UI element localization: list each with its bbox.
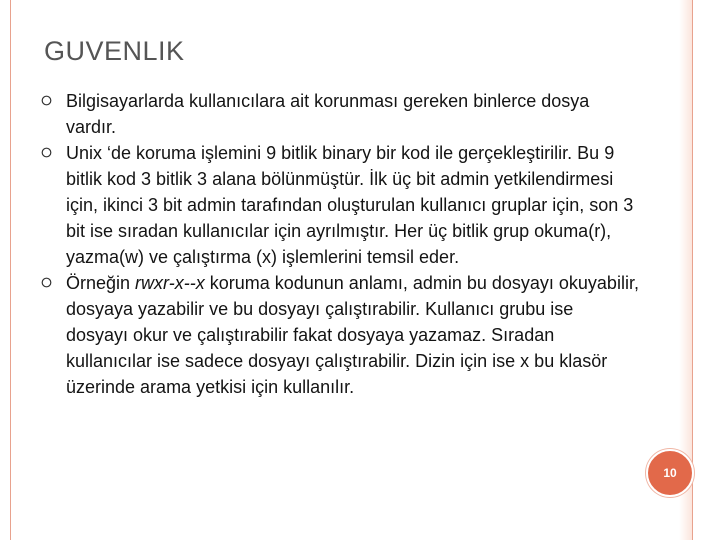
hollow-circle-bullet-icon (40, 140, 56, 166)
right-frame-line (692, 0, 693, 540)
bullet-text-suffix: koruma kodunun anlamı, admin bu dosyayı okuyabilir, dosyaya yazabilir ve bu dosyayı çalıştırabilir. Kullanıcı grubu ise dosyayı okur ve çalıştırabilir fakat dosyaya yazamaz. Sıradan kullanıcılar ise sadece dosyayı çalıştırabilir. Dizin için ise x bu klasör üzerinde arama yetkisi için kullanılır. (66, 273, 639, 397)
left-frame-line (10, 0, 11, 540)
slide-title: GUVENLIK (44, 36, 185, 66)
bullet-item (40, 140, 640, 270)
hollow-circle-bullet-icon (40, 88, 56, 114)
permission-code: rwxr-x--x (135, 273, 205, 293)
hollow-circle-bullet-icon (40, 270, 56, 296)
bullet-list (40, 88, 640, 400)
page-number-badge: 10 (646, 449, 694, 497)
bullet-text-prefix: Örneğin (66, 273, 136, 293)
bullet-item (40, 88, 640, 140)
bullet-item (40, 270, 640, 400)
bullet-text: Bilgisayarlarda kullanıcılara ait korunması gereken binlerce dosya vardır. (66, 91, 590, 137)
bullet-text: Unix ‘de koruma işlemini 9 bitlik binary bir kod ile gerçekleştirilir. Bu 9 bitlik kod 3 bitlik 3 alana bölünmüştür. İlk üç bit admin yetkilendirmesi için, ikinci 3 bit admin tarafından oluşturulan kullanıcı gruplar için, son 3 bit ise sıradan kullanıcılar için ayrılmıştır. Her üç bitlik grup okuma(r), yazma(w) ve çalıştırma (x) işlemlerini temsil eder. (66, 143, 634, 267)
